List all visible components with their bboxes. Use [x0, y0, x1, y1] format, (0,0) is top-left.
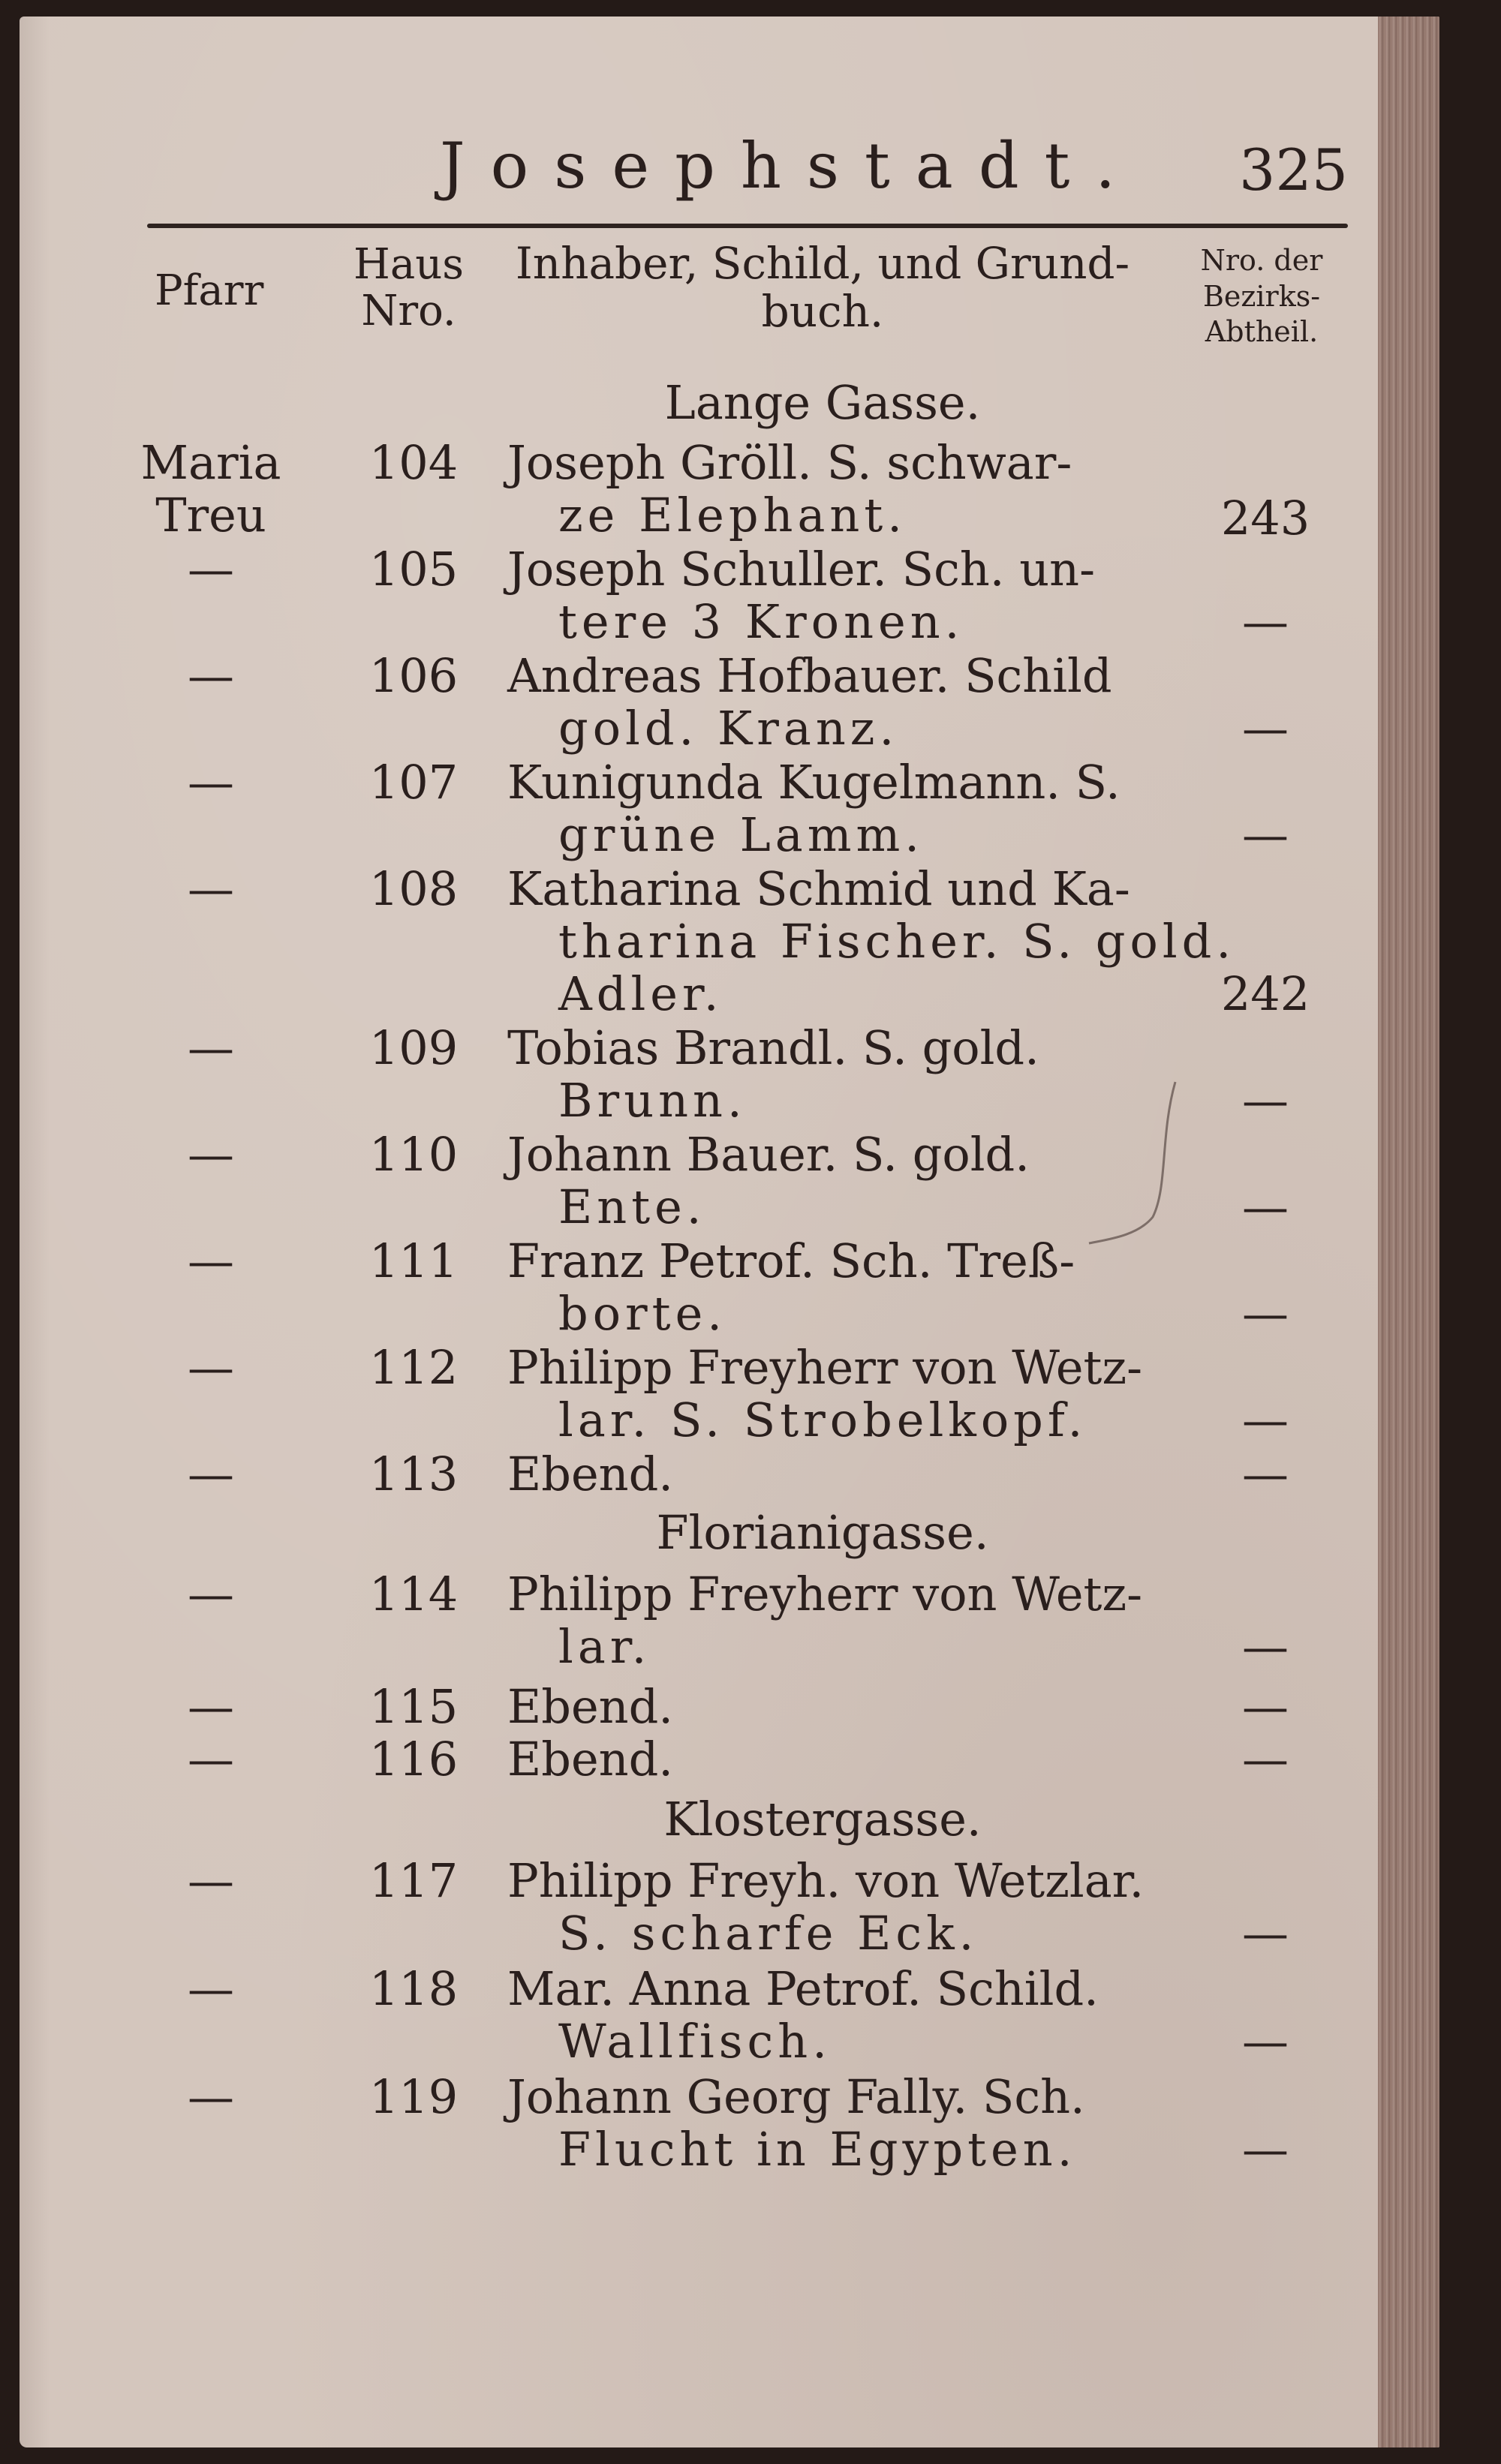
bezirk-number: —	[1242, 807, 1289, 862]
section-title: Klostergasse.	[663, 1792, 982, 1846]
pfarr-cell: —	[188, 1567, 234, 1621]
column-header-nro-line3: Abtheil.	[1205, 315, 1319, 348]
bezirk-number: —	[1242, 1179, 1289, 1234]
entry-line: Katharina Schmid und Ka-	[507, 861, 1130, 916]
entry-line: Philipp Freyherr von Wetz-	[507, 1567, 1143, 1621]
entry-line: Adler.	[558, 966, 723, 1021]
entry-line: Philipp Freyh. von Wetzlar.	[507, 1853, 1145, 1908]
pfarr-cell: —	[188, 1961, 234, 2016]
haus-number: 108	[368, 861, 459, 916]
bezirk-number: —	[1242, 1732, 1289, 1786]
column-header-haus-line1: Haus	[353, 240, 465, 289]
entry-line: Joseph Gröll. S. schwar-	[507, 435, 1072, 490]
section-title: Florianigasse.	[656, 1505, 989, 1560]
entry-line: Andreas Hofbauer. Schild	[507, 648, 1112, 703]
pfarr-cell: —	[188, 1340, 234, 1395]
haus-number: 114	[368, 1567, 459, 1621]
section-title: Lange Gasse.	[664, 375, 981, 430]
entry-line: lar.	[558, 1619, 651, 1674]
bezirk-number: —	[1242, 2122, 1289, 2177]
pfarr-cell: —	[188, 755, 234, 810]
bezirk-number: —	[1242, 594, 1289, 649]
entry-line: Ente.	[558, 1179, 706, 1234]
haus-number: 107	[368, 755, 459, 810]
haus-number: 117	[368, 1853, 459, 1908]
bezirk-number: —	[1242, 1393, 1289, 1447]
haus-number: 118	[368, 1961, 459, 2016]
pfarr-cell: Maria	[140, 435, 281, 490]
entry-line: Franz Petrof. Sch. Treß-	[507, 1234, 1075, 1288]
pfarr-cell: —	[188, 1234, 234, 1288]
entry-line: S. scharfe Eck.	[558, 1906, 979, 1961]
haus-number: 110	[368, 1127, 459, 1182]
bezirk-number: —	[1242, 1906, 1289, 1961]
book-page	[20, 17, 1439, 2447]
pfarr-cell: —	[188, 1732, 234, 1786]
pfarr-cell: —	[188, 648, 234, 703]
pfarr-cell: —	[188, 542, 234, 596]
entry-line: Tobias Brandl. S. gold.	[507, 1020, 1039, 1075]
haus-number: 111	[368, 1234, 459, 1288]
haus-number: 115	[368, 1679, 459, 1734]
column-header-nro	[1175, 243, 1348, 350]
haus-number: 113	[368, 1447, 459, 1501]
pfarr-cell: —	[188, 1127, 234, 1182]
column-header-inhaber-line2: buch.	[761, 285, 884, 337]
pfarr-cell: Treu	[155, 488, 266, 542]
entry-line: Johann Georg Fally. Sch.	[507, 2069, 1085, 2124]
column-header-inhaber-line1: Inhaber, Schild, und Grund-	[515, 238, 1130, 289]
haus-number: 104	[368, 435, 459, 490]
entry-line: grüne Lamm.	[558, 807, 925, 862]
pfarr-cell: —	[188, 1020, 234, 1075]
column-header-pfarr	[155, 268, 263, 314]
bezirk-number: —	[1242, 1073, 1289, 1128]
column-header-haus-line2: Nro.	[361, 286, 456, 335]
column-header-pfarr-label: Pfarr	[155, 266, 264, 315]
entry-line: tere 3 Kronen.	[558, 594, 964, 649]
haus-number: 106	[368, 648, 459, 703]
bezirk-number: 242	[1220, 966, 1310, 1021]
entry-line: lar. S. Strobelkopf.	[558, 1393, 1087, 1447]
entry-line: tharina Fischer. S. gold.	[558, 914, 1236, 969]
entry-line: ze Elephant.	[558, 488, 907, 542]
bezirk-number: —	[1242, 701, 1289, 756]
entry-line: Brunn.	[558, 1073, 747, 1128]
bezirk-number: —	[1242, 2014, 1289, 2069]
haus-number: 105	[368, 542, 459, 596]
entry-line: Mar. Anna Petrof. Schild.	[507, 1961, 1099, 2016]
entry-line: Wallfisch.	[558, 2014, 832, 2069]
entry-line: borte.	[558, 1286, 726, 1341]
entry-line: Joseph Schuller. Sch. un-	[507, 542, 1096, 596]
column-header-haus	[353, 242, 464, 334]
column-header-nro-line2: Bezirks-	[1202, 279, 1321, 313]
entry-line: Johann Bauer. S. gold.	[507, 1127, 1030, 1182]
haus-number: 112	[368, 1340, 459, 1395]
bezirk-number: —	[1242, 1286, 1289, 1341]
bezirk-number: —	[1242, 1619, 1289, 1674]
haus-number: 116	[368, 1732, 459, 1786]
pfarr-cell: —	[188, 1853, 234, 1908]
entry-line: gold. Kranz.	[558, 701, 899, 756]
entry-line: Flucht in Egypten.	[558, 2122, 1077, 2177]
pfarr-cell: —	[188, 1679, 234, 1734]
page-edge	[1378, 17, 1439, 2447]
column-header-inhaber	[507, 240, 1138, 336]
pfarr-cell: —	[188, 861, 234, 916]
header-rule	[147, 224, 1348, 228]
pencil-mark	[1085, 1074, 1190, 1255]
entry-line: Ebend.	[507, 1732, 673, 1786]
bezirk-number: —	[1242, 1679, 1289, 1734]
haus-number: 119	[368, 2069, 459, 2124]
bezirk-number: 243	[1220, 491, 1310, 545]
entry-line: Ebend.	[507, 1679, 673, 1734]
page-title: Josephstadt.	[440, 129, 1142, 203]
entry-line: Philipp Freyherr von Wetz-	[507, 1340, 1143, 1395]
page-number: 325	[1239, 137, 1349, 203]
pfarr-cell: —	[188, 2069, 234, 2124]
entry-line: Ebend.	[507, 1447, 673, 1501]
column-header-nro-line1: Nro. der	[1200, 244, 1323, 277]
entry-line: Kunigunda Kugelmann. S.	[507, 755, 1120, 810]
haus-number: 109	[368, 1020, 459, 1075]
pfarr-cell: —	[188, 1447, 234, 1501]
bezirk-number: —	[1242, 1447, 1289, 1501]
